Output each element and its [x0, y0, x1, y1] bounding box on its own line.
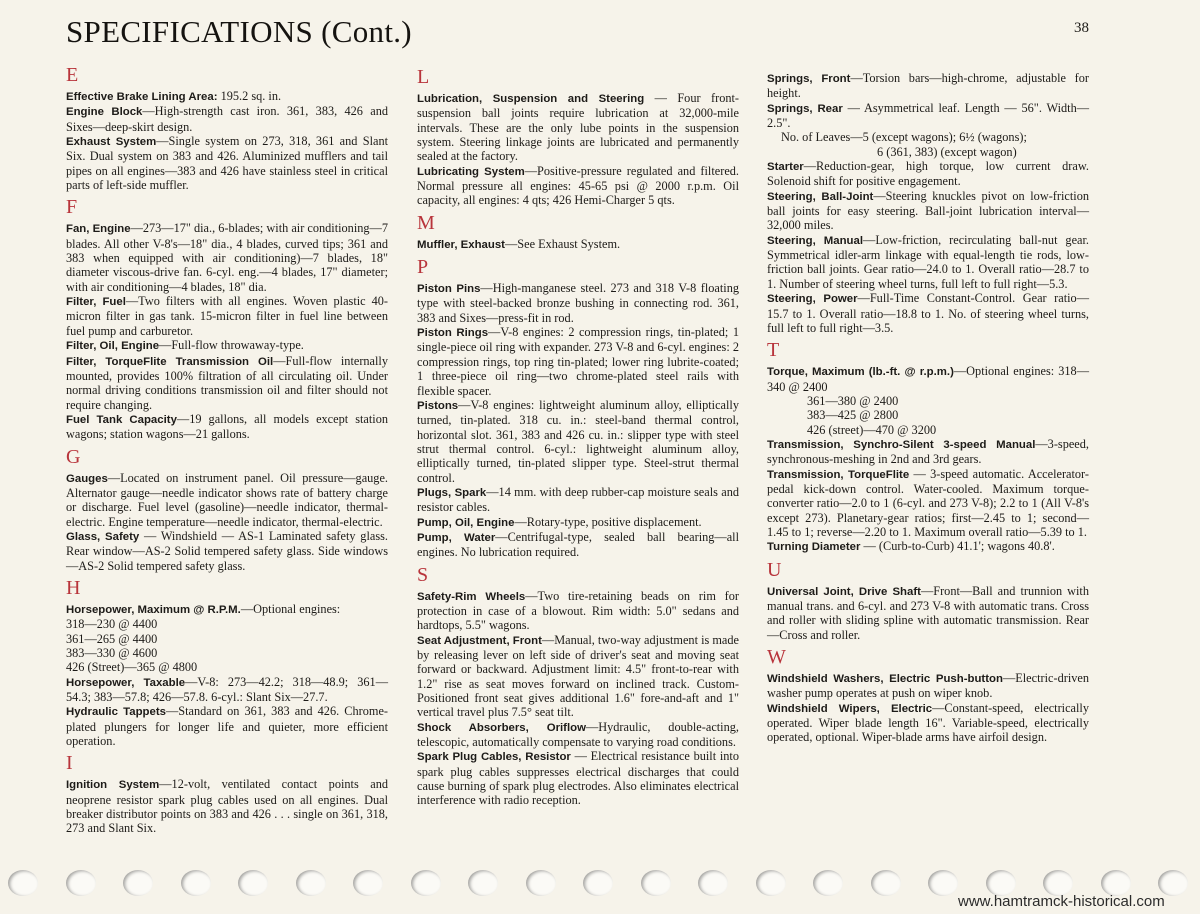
spec-text: —Centrifugal-type, sealed ball bearing—all engines. No lubrication required.	[417, 529, 739, 560]
spec-term: Fan, Engine	[66, 223, 131, 236]
spec-term: Hydraulic Tappets	[66, 706, 166, 719]
column-1	[66, 64, 388, 836]
section-letter: E	[66, 64, 79, 86]
spec-section	[767, 559, 1089, 642]
spec-term: Muffler, Exhaust	[417, 238, 505, 251]
spec-entry	[66, 89, 388, 104]
spec-entry	[767, 467, 1089, 540]
spec-term: Plugs, Spark	[417, 486, 487, 499]
spec-entry	[66, 134, 388, 192]
spec-section	[66, 196, 388, 441]
section-letter: G	[66, 445, 81, 468]
spec-text: —Torsion bars—high-chrome, adjustable for height.	[767, 71, 1090, 101]
spec-text: —14 mm. with deep rubber-cap moisture seals and resistor cables.	[417, 484, 739, 515]
binder-hole	[583, 870, 613, 896]
spec-term: Torque, Maximum (lb.-ft. @ r.p.m.)	[767, 366, 954, 379]
spec-text: —12-volt, ventilated contact points and neoprene resistor spark plug cables used on all engines. Dual breaker distributor points on 383 and 426 . . . single on 361, 318, 273 and Slant Six.	[66, 777, 388, 836]
section-letter: S	[417, 563, 429, 586]
spec-text: —Full-Time Constant-Control. Gear ratio—15.7 to 1. Overall ratio—18.8 to 1. No. of steering wheel turns, full left to full right—3.5.	[767, 291, 1089, 335]
spec-term: Pump, Oil, Engine	[417, 516, 515, 529]
section-letter: P	[417, 256, 429, 279]
column-3	[767, 71, 1089, 745]
spec-term: Lubricating System	[417, 165, 525, 178]
spec-section	[767, 339, 1089, 554]
spec-text: —Located on instrument panel. Oil pressure—gauge. Alternator gauge—needle indicator shows rate of battery charge or discharge. Fuel level (gasoline)—needle indicator, thermal-electric. Engine temperature—needle indicator, thermal-electric.	[66, 470, 388, 529]
binder-hole	[928, 870, 958, 896]
binder-hole	[238, 870, 268, 896]
spec-text: —V-8: 273—42.2; 318—48.9; 361—54.3; 383—57.8; 426—57.8. 6-cyl.: Slant Six—27.7.	[66, 674, 389, 705]
binder-hole	[813, 870, 843, 896]
spec-term: Starter	[767, 161, 804, 174]
binder-hole	[526, 870, 556, 896]
binder-hole	[756, 870, 786, 896]
spec-term: Steering, Manual	[767, 234, 864, 247]
spec-term: Spark Plug Cables, Resistor	[417, 751, 571, 764]
spec-entry	[66, 704, 388, 748]
spec-entry	[66, 294, 388, 338]
spec-section	[417, 256, 739, 560]
spec-section	[767, 646, 1089, 745]
spec-text: —Optional engines:	[240, 601, 341, 616]
spec-term: Pistons	[417, 399, 459, 412]
section-letter: T	[767, 339, 780, 362]
watermark: www.hamtramck-historical.com	[958, 893, 1165, 910]
spec-entry	[767, 701, 1089, 745]
section-letter: F	[66, 196, 78, 219]
spec-term: Gauges	[66, 472, 108, 485]
spec-entry	[767, 71, 1089, 101]
spec-entry	[767, 101, 1089, 131]
spec-section	[417, 212, 739, 252]
spec-term: Transmission, TorqueFlite	[767, 468, 910, 481]
spec-entry	[417, 91, 739, 164]
binder-hole	[641, 870, 671, 896]
spec-entry	[417, 398, 739, 485]
spec-term: Glass, Safety	[66, 530, 140, 543]
spec-entry	[417, 281, 739, 325]
spec-term: Turning Diameter	[767, 541, 861, 554]
spec-term: Ignition System	[66, 779, 160, 792]
spec-term: Fuel Tank Capacity	[66, 413, 177, 426]
spec-text: —Single system on 273, 318, 361 and Slant Six. Dual system on 383 and 426. Aluminized mufflers and tail pipes on all engines—383 and 426 have stainless steel in critical parts of left-side muffler.	[66, 134, 389, 193]
spec-text: —Rotary-type, positive displacement.	[514, 514, 702, 529]
spec-value-line: 426 (Street)—365 @ 4800	[66, 660, 198, 675]
section-letter: U	[767, 558, 782, 581]
spec-term: Transmission, Synchro-Silent 3-speed Manual	[767, 438, 1036, 451]
spec-entry	[66, 777, 388, 835]
spec-section	[417, 564, 739, 808]
spec-term: Engine Block	[66, 106, 143, 119]
spec-entry	[417, 515, 739, 530]
spec-value-line: 361—380 @ 2400	[807, 393, 899, 408]
spec-entry	[767, 584, 1089, 642]
spec-entry	[767, 233, 1089, 291]
binder-hole	[66, 870, 96, 896]
spec-entry	[66, 354, 388, 412]
spec-text: —Hydraulic, double-acting, telescopic, automatically compensate to varying road conditions.	[417, 719, 739, 750]
spec-text: —Full-flow internally mounted, provides 100% filtration of all circulating oil. Under normal driving conditions transmission oil and filter should not require changing.	[66, 353, 388, 412]
spec-term: Windshield Washers, Electric Push-button	[767, 673, 1003, 686]
spec-entry	[767, 364, 1089, 394]
spec-text: —Positive-pressure regulated and filtered. Normal pressure all engines: 45-65 psi @ 2000 r.p.m. Oil capacity, all engines: 4 qts; 426 Hemi-Charger 5 qts.	[417, 163, 739, 208]
spec-entry	[66, 529, 388, 573]
spec-value-line: 383—330 @ 4600	[66, 646, 158, 660]
spec-entry	[417, 589, 739, 633]
spec-text: —273—17" dia., 6-blades; with air conditioning—7 blades. All other V-8's—18" dia., 4 blades, curved tips; 361 and 383 when equipped with air conditioning)—7 blades, 18" diameter viscous-drive fan. 6-cyl. eng.—4 blades, 17" diameter; with air conditioning—4 blades, 18" dia.	[66, 221, 388, 294]
section-letter: H	[66, 576, 81, 599]
spec-entry	[417, 633, 739, 720]
spec-term: Springs, Rear	[767, 102, 843, 115]
spec-text: — Asymmetrical leaf. Length — 56". Width—2.5".	[767, 100, 1090, 131]
spec-entry	[417, 720, 739, 750]
spec-entry	[66, 602, 388, 617]
section-letter: W	[767, 646, 786, 669]
spec-text: —3-speed, synchronous-meshing in 2nd and 3rd gears.	[767, 436, 1089, 467]
binder-hole	[123, 870, 153, 896]
spec-term: Steering, Power	[767, 293, 858, 306]
binder-hole	[296, 870, 326, 896]
spec-entry	[417, 749, 739, 807]
spec-text: —Steering knuckles pivot on low-friction ball joints for easy steering. Ball-joint lubrication interval—32,000 miles.	[767, 188, 1089, 233]
spec-section	[66, 64, 388, 192]
spec-value-line: 6 (361, 383) (except wagon)	[877, 144, 1017, 159]
spec-section	[66, 752, 388, 835]
spec-text: —V-8 engines: 2 compression rings, tin-plated; 1 single-piece oil ring with expander. 273 V-8 and 6-cyl. engines: 2 compression rings, top ring tin-plated; lower ring lubrite-coated; 1 three-piece oil ring—two chrome-plated steel rails with flexible spacer.	[417, 325, 739, 398]
binder-hole	[353, 870, 383, 896]
spec-value-line: No. of Leaves—5 (except wagons); 6½ (wagons);	[781, 130, 1027, 145]
spec-entry	[66, 221, 388, 294]
column-2	[417, 66, 739, 808]
spec-text: —Two filters with all engines. Woven plastic 40-micron filter in gas tank. 15-micron filter in fuel line between fuel pump and carburetor.	[66, 294, 388, 338]
spec-section	[66, 446, 388, 573]
spec-term: Universal Joint, Drive Shaft	[767, 585, 921, 598]
spec-text: —Front—Ball and trunnion with manual trans. and 6-cyl. and 273 V-8 with automatic trans. Cross and roller with sliding spline with automatic transmission. Rear—Cross and roller.	[767, 583, 1089, 642]
spec-entry	[417, 530, 739, 560]
spec-text: — 3-speed automatic. Accelerator-pedal kick-down control. Water-cooled. Maximum torque-converter ratio—2.0 to 1 (6-cyl. and 273 V-8); 2.2 to 1 (All V-8's except 273). Planetary-gear ratios; first—2.45 to 1; second—1.45 to 1; reverse—2.20 to 1. Maximum overall ratio—5.39 to 1.	[767, 466, 1090, 539]
spec-text: —Full-flow throwaway-type.	[159, 338, 304, 353]
spec-term: Safety-Rim Wheels	[417, 590, 526, 603]
spec-text: —Manual, two-way adjustment is made by releasing lever on left side of driver's seat and moving seat forward or backward. Adjustment limit: 4.5" front-to-rear with 1.2" rise as seat moves forward on inclined track. Custom-Positioned front seat gives additional 1.6" fore-and-aft and 1" vertical travel plus 7.5° seat tilt.	[417, 632, 739, 720]
spec-text: —Low-friction, recirculating ball-nut gear. Symmetrical idler-arm linkage with equal-length tie rods, low-friction ball joints. Gear ratio—24.0 to 1. Overall ratio—28.7 to 1. Number of steering wheel turns, full left to full right—5.3.	[767, 232, 1089, 291]
spec-value-line: 361—265 @ 4400	[66, 631, 158, 646]
spec-entry	[417, 485, 739, 515]
spec-section	[66, 577, 388, 748]
spec-term: Exhaust System	[66, 136, 157, 149]
spec-text: —Constant-speed, electrically operated. Wiper blade length 16". Variable-speed, electrically operated, optional. Wiper-blade arms have airfoil design.	[767, 700, 1089, 745]
spec-term: Filter, Fuel	[66, 296, 126, 309]
spec-term: Piston Rings	[417, 327, 489, 340]
spec-text: —Optional engines: 318—340 @ 2400	[767, 364, 1089, 394]
spec-text: —Standard on 361, 383 and 426. Chrome-plated plungers for longer life and quieter, more efficient operation.	[66, 704, 389, 749]
spec-term: Filter, Oil, Engine	[66, 340, 160, 353]
binder-hole	[8, 870, 38, 896]
spec-entry	[66, 471, 388, 529]
spec-term: Piston Pins	[417, 283, 481, 296]
spec-text: — Windshield — AS-1 Laminated safety glass. Rear window—AS-2 Solid tempered safety glass. Side windows—AS-2 Solid tempered safety glass.	[66, 528, 388, 573]
binder-hole	[468, 870, 498, 896]
spec-entry	[66, 412, 388, 442]
spec-text: —High-manganese steel. 273 and 318 V-8 floating type with steel-backed bronze bushing in connecting rod. 361, 383 and Sixes—press-fit in rod.	[417, 281, 739, 325]
spec-text: 195.2 sq. in.	[217, 89, 282, 103]
spec-entry	[767, 291, 1089, 335]
spec-value-line: 318—230 @ 4400	[66, 617, 158, 632]
spec-term: Windshield Wipers, Electric	[767, 702, 933, 715]
spec-entry	[767, 671, 1089, 701]
spec-text: —V-8 engines: lightweight aluminum alloy, elliptically turned, tin-plated. 318 cu. in.: steel-band thermal control, horizontal slot. 361, 383 and 426 cu. in.: slipper type with steel strut thermal control. 6-cyl.: lightweight aluminum alloy, elliptically turned, tin-plated slipper type. Steel-strut thermal control.	[417, 397, 739, 485]
spec-term: Springs, Front	[767, 73, 851, 85]
spec-entry	[417, 164, 739, 208]
spec-text: — Four front-suspension ball joints require lubrication at 32,000-mile intervals. These are the only lube points in the suspension system. Steering linkage joints are lubricated and permanently sealed at the factory.	[417, 91, 739, 164]
spec-text: —High-strength cast iron. 361, 383, 426 and Sixes—deep-skirt design.	[66, 104, 388, 134]
spec-section	[417, 66, 739, 208]
binder-hole	[181, 870, 211, 896]
spec-text: —Electric-driven washer pump operates at push on wiper knob.	[767, 671, 1089, 701]
binder-hole	[871, 870, 901, 896]
section-letter: I	[66, 752, 73, 775]
spec-text: — (Curb-to-Curb) 41.1'; wagons 40.8'.	[860, 539, 1055, 554]
page-title: SPECIFICATIONS (Cont.)	[66, 14, 412, 49]
spec-entry	[767, 189, 1089, 233]
spec-text: —Two tire-retaining beads on rim for protection in case of a blowout. Rim width: 5.0" sedans and hardtops, 5.5" wagons.	[417, 588, 739, 633]
spec-term: Pump, Water	[417, 531, 496, 544]
spec-text: —Reduction-gear, high torque, low current draw. Solenoid shift for positive engagement.	[767, 159, 1089, 189]
spec-entry	[66, 675, 388, 705]
page-number: 38	[1074, 20, 1089, 36]
spec-entry	[417, 325, 739, 398]
spec-term: Steering, Ball-Joint	[767, 190, 874, 203]
spec-entry	[417, 237, 739, 252]
spec-entry	[767, 437, 1089, 467]
spec-section	[767, 71, 1089, 335]
spec-text: — Electrical resistance built into spark plug cables suppresses electrical discharges that could cause burning of spark plug electrodes. Also eliminates electrical interference with radio reception.	[417, 749, 739, 808]
section-letter: L	[417, 66, 430, 88]
binder-hole	[698, 870, 728, 896]
spec-term: Effective Brake Lining Area:	[66, 91, 218, 103]
section-letter: M	[417, 211, 435, 234]
spec-term: Shock Absorbers, Oriflow	[417, 721, 586, 734]
spec-text: —See Exhaust System.	[504, 236, 621, 251]
spec-entry	[767, 159, 1089, 189]
spec-entry	[66, 338, 388, 353]
binder-hole	[411, 870, 441, 896]
spec-term: Horsepower, Maximum @ R.P.M.	[66, 603, 241, 616]
spec-term: Seat Adjustment, Front	[417, 634, 542, 647]
spec-entry	[66, 104, 388, 134]
spec-entry	[767, 539, 1089, 554]
spec-value-line: 383—425 @ 2800	[807, 408, 899, 423]
spec-term: Filter, TorqueFlite Transmission Oil	[66, 355, 274, 368]
spec-term: Horsepower, Taxable	[66, 676, 186, 689]
spec-value-line: 426 (street)—470 @ 3200	[807, 422, 937, 437]
spec-text: —19 gallons, all models except station wagons; station wagons—21 gallons.	[66, 411, 388, 442]
spec-term: Lubrication, Suspension and Steering	[417, 93, 645, 105]
